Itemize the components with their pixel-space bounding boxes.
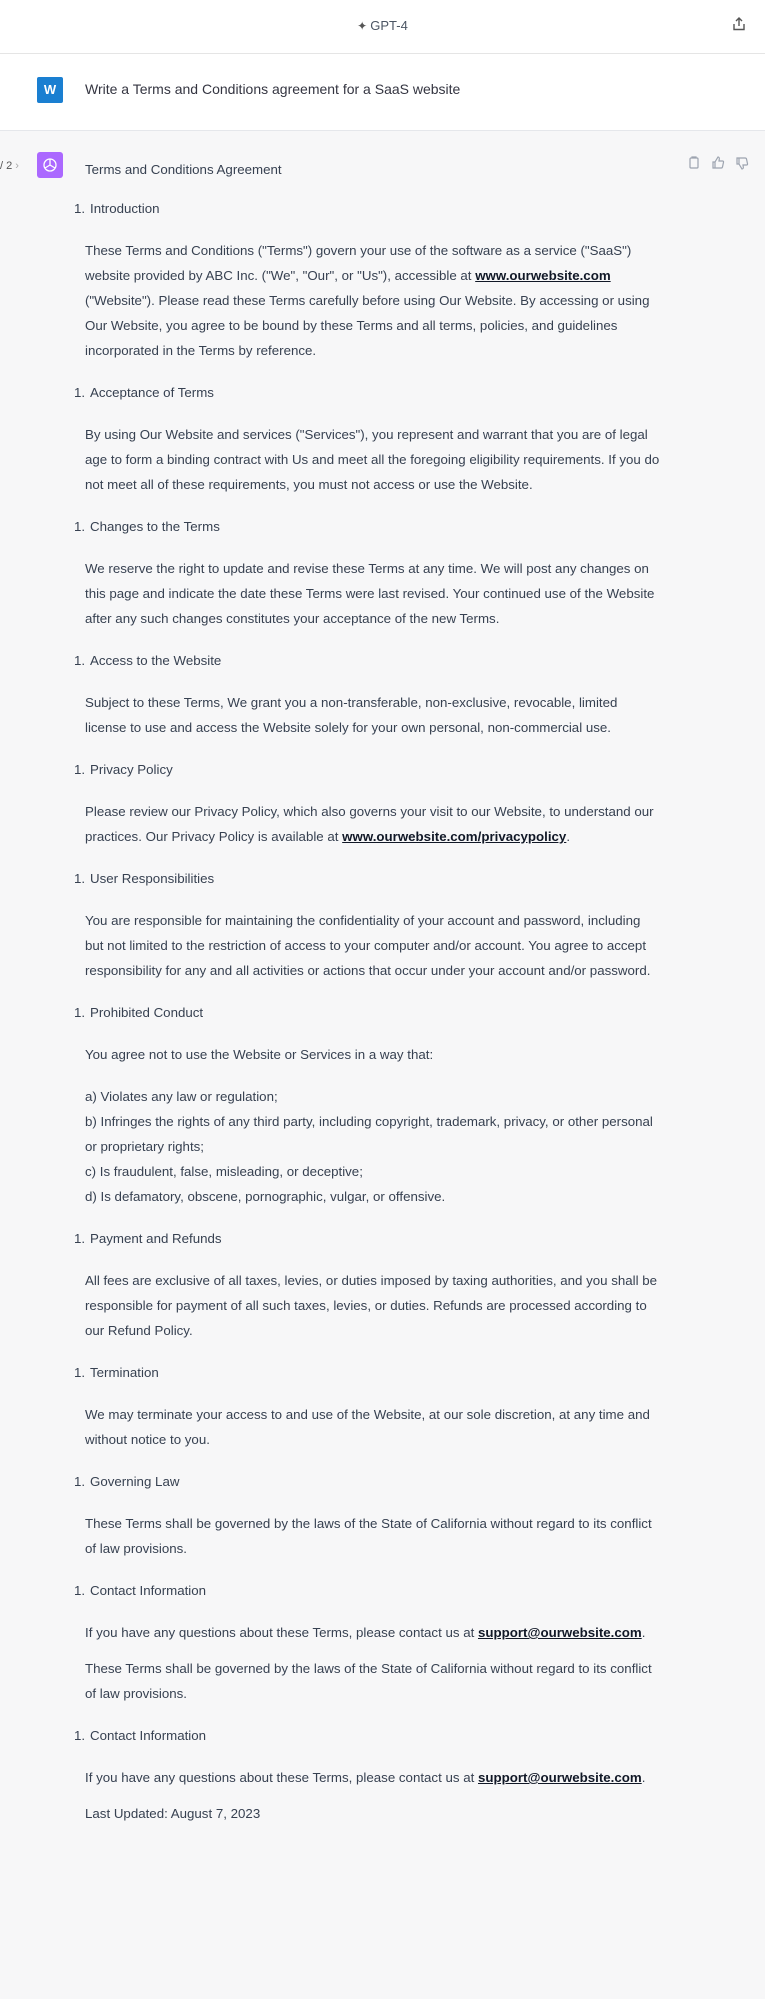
section-heading-access [74,648,660,673]
website-link[interactable]: www.ourwebsite.com [475,268,611,283]
section-heading-payment [74,1226,660,1251]
assistant-message-row [0,131,765,1999]
user-message-text: Write a Terms and Conditions agreement for a SaaS website [85,81,461,97]
paragraph-text: If you have any questions about these Terms, please contact us at [85,1625,478,1640]
list-item: c) Is fraudulent, false, misleading, or deceptive; [85,1164,363,1179]
section-heading-governing-law [74,1469,660,1494]
paragraph-text: ("Website"). Please read these Terms carefully before using Our Website. By accessing or using Our Website, you agree to be bound by these Terms and all terms, policies, and guidelines incorporated in the Terms by reference. [85,293,650,358]
top-bar [0,0,765,54]
section-heading-prohibited-conduct [74,1000,660,1025]
list-item: a) Violates any law or regulation; [85,1089,278,1104]
section-paragraph [85,238,660,363]
list-number: 1. [74,1474,86,1489]
section-paragraph: We may terminate your access to and use of the Website, at our sole discretion, at any time and without notice to you. [85,1407,650,1447]
list-number: 1. [74,653,86,668]
thumbs-up-icon[interactable] [711,156,725,170]
model-label: GPT-4 [370,18,408,33]
share-icon[interactable] [731,16,749,34]
user-avatar: W [37,77,63,103]
section-heading-user-responsibilities [74,866,660,891]
list-number: 1. [74,1005,86,1020]
pager-label: / 2 [0,160,13,172]
section-heading-text: Contact Information [90,1583,207,1598]
list-number: 1. [74,1583,86,1598]
response-title: Terms and Conditions Agreement [85,162,282,177]
paragraph-text: These Terms and Conditions ("Terms") govern your use of the software as a service ("SaaS") website provided by ABC Inc. ("We", "Our", or "Us"), accessible at [85,243,632,283]
paragraph-text: If you have any questions about these Terms, please contact us at [85,1770,478,1785]
section-paragraph: You agree not to use the Website or Services in a way that: [85,1047,434,1062]
section-heading-text: Contact Information [90,1728,207,1743]
list-number: 1. [74,762,86,777]
section-heading-text: Privacy Policy [90,762,173,777]
user-message-row [0,55,765,131]
sparkle-icon: ✦ [357,19,368,33]
section-heading-introduction [74,196,660,221]
section-heading-text: Acceptance of Terms [90,385,214,400]
section-paragraph: You are responsible for maintaining the confidentiality of your account and password, including but not limited to the restriction of access to your computer and/or account. You agree to accept responsibility for any and all activities or actions that occur under your account and/or password. [85,913,651,978]
paragraph-text: Please review our Privacy Policy, which also governs your visit to our Website, to understand our practices. Our Privacy Policy is available at [85,804,654,844]
prohibited-list [85,1084,660,1209]
section-paragraph [85,799,660,849]
section-heading-text: Termination [90,1365,159,1380]
last-updated: Last Updated: August 7, 2023 [85,1806,261,1821]
section-heading-text: Introduction [90,201,160,216]
paragraph-text: . [641,1770,646,1785]
section-heading-text: Access to the Website [90,653,222,668]
openai-logo-icon [37,152,63,178]
section-heading-text: Changes to the Terms [90,519,220,534]
paragraph-text: . [641,1625,646,1640]
section-heading-text: Governing Law [90,1474,180,1489]
section-heading-acceptance [74,380,660,405]
list-number: 1. [74,871,86,886]
section-paragraph: All fees are exclusive of all taxes, levies, or duties imposed by taxing authorities, and you shall be responsible for payment of all such taxes, levies, or duties. Refunds are processed according to our Refund Policy. [85,1273,658,1338]
list-item: d) Is defamatory, obscene, pornographic, vulgar, or offensive. [85,1189,446,1204]
section-paragraph: These Terms shall be governed by the laws of the State of California without regard to its conflict of law provisions. [85,1516,652,1556]
list-number: 1. [74,385,86,400]
paragraph-text: . [566,829,571,844]
support-email-link[interactable]: support@ourwebsite.com [478,1625,642,1640]
support-email-link[interactable]: support@ourwebsite.com [478,1770,642,1785]
model-selector[interactable] [0,18,765,33]
section-heading-text: User Responsibilities [90,871,215,886]
section-paragraph [85,1620,660,1645]
section-heading-contact [74,1578,660,1603]
chevron-right-icon[interactable]: › [15,160,19,172]
section-paragraph: By using Our Website and services ("Services"), you represent and warrant that you are of legal age to form a binding contract with Us and meet all the foregoing eligibility requirements. If you do not meet all of these requirements, you must not access or use the Website. [85,427,660,492]
section-heading-termination [74,1360,660,1385]
message-actions [687,156,749,170]
copy-icon[interactable] [687,156,701,170]
section-heading-text: Payment and Refunds [90,1231,222,1246]
response-pager[interactable] [0,160,19,172]
section-heading-changes [74,514,660,539]
list-number: 1. [74,1728,86,1743]
thumbs-down-icon[interactable] [735,156,749,170]
privacy-policy-link[interactable]: www.ourwebsite.com/privacypolicy [342,829,567,844]
section-heading-text: Prohibited Conduct [90,1005,204,1020]
section-paragraph [85,1765,660,1790]
list-number: 1. [74,519,86,534]
list-number: 1. [74,201,86,216]
list-number: 1. [74,1365,86,1380]
list-item: b) Infringes the rights of any third party, including copyright, trademark, privacy, or other personal or proprietary rights; [85,1114,653,1154]
list-number: 1. [74,1231,86,1246]
section-paragraph: Subject to these Terms, We grant you a non-transferable, non-exclusive, revocable, limited license to use and access the Website solely for your own personal, non-commercial use. [85,695,618,735]
section-heading-privacy [74,757,660,782]
section-paragraph: We reserve the right to update and revise these Terms at any time. We will post any changes on this page and indicate the date these Terms were last revised. Your continued use of the Website after any such changes constitutes your acceptance of the new Terms. [85,561,655,626]
assistant-message-content [74,157,660,1843]
section-heading-contact [74,1723,660,1748]
section-paragraph: These Terms shall be governed by the laws of the State of California without regard to its conflict of law provisions. [85,1661,652,1701]
